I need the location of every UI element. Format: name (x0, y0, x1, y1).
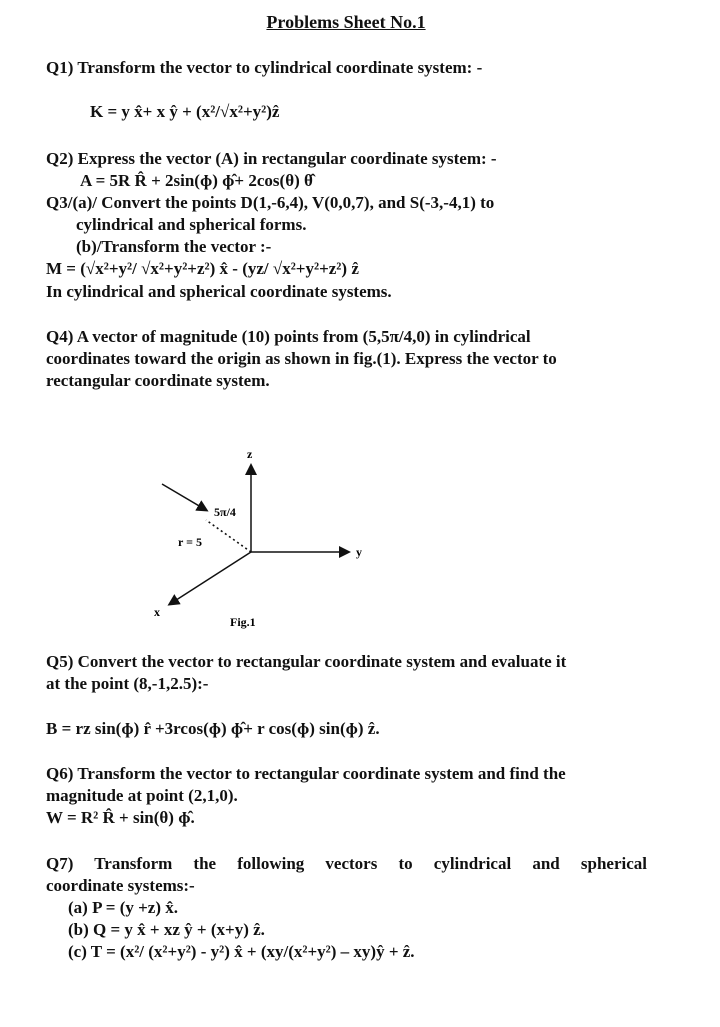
q3a-text: Q3/(a)/ Convert the points D(1,-6,4), V(0,0,7), and S(-3,-4,1) to (46, 193, 495, 212)
angle-label: 5π/4 (214, 505, 236, 519)
q6-equation: W = R² R̂ + sin(θ) ɸ̂. (46, 808, 195, 827)
x-label: x (154, 605, 160, 619)
q4-line2: coordinates toward the origin as shown in fig.(1). Express the vector to (46, 349, 557, 368)
radius-dotted-line (206, 520, 251, 552)
q7-line1: Q7) Transform the following vectors to cylindrical and spherical (46, 854, 647, 873)
q7-line2: coordinate systems:- (46, 876, 195, 895)
page-title (0, 12, 692, 32)
q5-equation: B = rz sin(ɸ) r̂ +3rcos(ɸ) ɸ̂+ r cos(ɸ) sin(ɸ) ẑ. (46, 719, 380, 738)
q5-line2: at the point (8,-1,2.5):- (46, 674, 209, 693)
q7-part-a: (a) P = (y +z) x̂. (68, 898, 179, 917)
figure-caption: Fig.1 (230, 615, 256, 629)
r-label: r = 5 (178, 535, 202, 549)
vector-arrow (162, 484, 206, 510)
q2-equation: A = 5R R̂ + 2sin(ɸ) ɸ̂+ 2cos(θ) θ̂ (80, 171, 313, 190)
q6-line1: Q6) Transform the vector to rectangular coordinate system and find the (46, 764, 566, 783)
q6-line2: magnitude at point (2,1,0). (46, 786, 238, 805)
q3-tail: In cylindrical and spherical coordinate systems. (46, 282, 392, 301)
q1-text: Q1) Transform the vector to cylindrical coordinate system: - (46, 58, 483, 77)
q4-line1: Q4) A vector of magnitude (10) points from (5,5π/4,0) in cylindrical (46, 327, 531, 346)
figure-1 (140, 440, 400, 640)
x-axis (170, 552, 251, 604)
q3-equation: M = (√x²+y²/ √x²+y²+z²) x̂ - (yz/ √x²+y²+z²) ẑ (46, 259, 359, 278)
y-label: y (356, 545, 362, 559)
q7-part-c: (c) T = (x²/ (x²+y²) - y²) x̂ + (xy/(x²+y²) – xy)ŷ + ẑ. (68, 942, 415, 961)
q2-text: Q2) Express the vector (A) in rectangular coordinate system: - (46, 149, 497, 168)
q1-equation: K = y x̂+ x ŷ + (x²/√x²+y²)ẑ (90, 102, 280, 121)
q7-part-b: (b) Q = y x̂ + xz ŷ + (x+y) ẑ. (68, 920, 265, 939)
q5-line1: Q5) Convert the vector to rectangular coordinate system and evaluate it (46, 652, 567, 671)
q3a-text-cont: cylindrical and spherical forms. (76, 215, 307, 234)
z-label: z (247, 447, 253, 461)
q4-line3: rectangular coordinate system. (46, 371, 270, 390)
page-title-text: Problems Sheet No.1 (266, 12, 426, 32)
q3b-text: (b)/Transform the vector :- (76, 237, 272, 256)
